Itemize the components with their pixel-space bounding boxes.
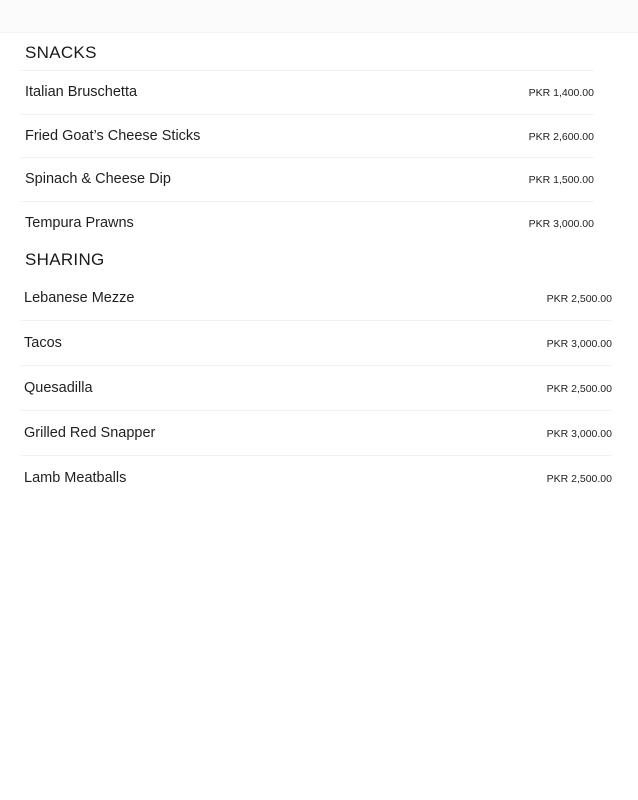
- menu-item-price: PKR 1,500.00: [528, 174, 594, 186]
- menu-item[interactable]: [21, 202, 594, 246]
- menu-item-price: PKR 2,600.00: [528, 130, 594, 143]
- menu-item-price: PKR 2,500.00: [546, 293, 612, 305]
- menu-item-price: PKR 2,500.00: [546, 473, 612, 485]
- menu-item-name: Grilled Red Snapper: [24, 425, 156, 441]
- menu-item-price: PKR 3,000.00: [546, 338, 612, 350]
- menu-item-price: PKR 1,400.00: [528, 87, 594, 99]
- top-bar: [0, 0, 638, 33]
- menu-item[interactable]: [21, 321, 612, 366]
- menu-item-name: Spinach & Cheese Dip: [25, 171, 171, 187]
- menu-item[interactable]: [21, 411, 612, 456]
- sharing-list: [21, 276, 612, 501]
- menu-item[interactable]: [21, 456, 612, 501]
- menu-item-price: PKR 3,000.00: [528, 217, 594, 230]
- menu-item-name: Fried Goat’s Cheese Sticks: [25, 127, 201, 144]
- menu-item-name: Tacos: [24, 335, 62, 351]
- menu-item[interactable]: [21, 71, 594, 115]
- menu-item[interactable]: [21, 366, 612, 411]
- menu-item-name: Lamb Meatballs: [24, 470, 127, 486]
- menu-item-price: PKR 2,500.00: [546, 383, 612, 395]
- menu-item-name: Italian Bruschetta: [25, 84, 138, 100]
- menu-item[interactable]: [21, 115, 594, 159]
- section-title-sharing: SHARING: [25, 250, 105, 269]
- snacks-list: [21, 70, 594, 245]
- menu-item-name: Tempura Prawns: [25, 214, 134, 231]
- menu-item-name: Quesadilla: [24, 380, 93, 396]
- menu-item-name: Lebanese Mezze: [24, 290, 135, 306]
- section-title-snacks: SNACKS: [25, 43, 97, 62]
- menu-item[interactable]: [21, 158, 594, 202]
- menu-item[interactable]: [21, 276, 612, 321]
- menu-item-price: PKR 3,000.00: [546, 428, 612, 440]
